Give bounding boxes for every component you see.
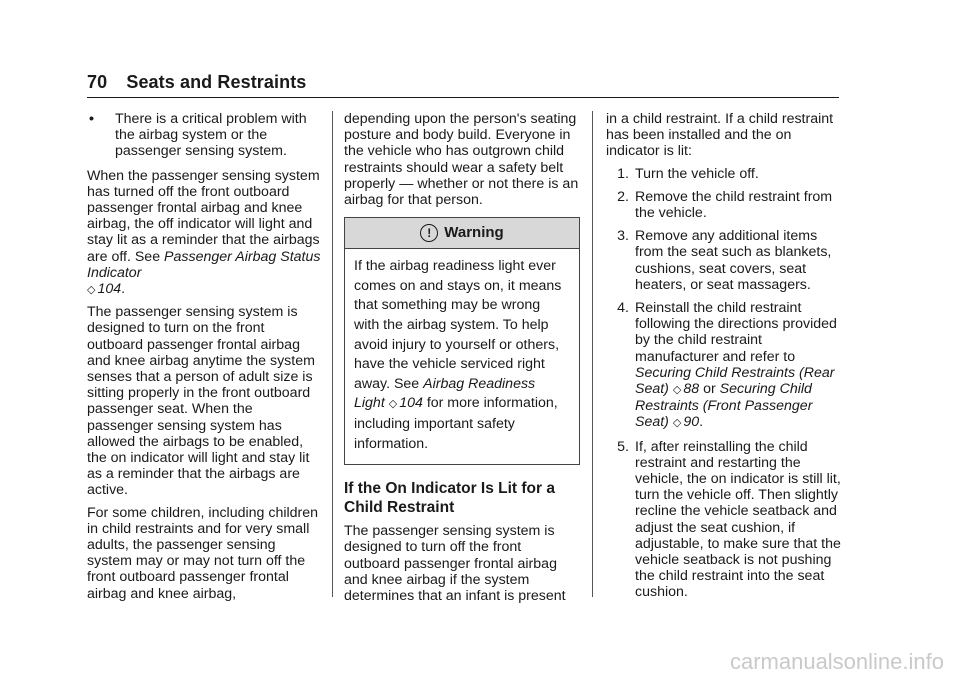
warning-body: [345, 249, 579, 464]
step-text-main: Reinstall the child restraint following the directions provided by the child restraint manufacturer and refer to: [635, 300, 837, 365]
page-header: [87, 72, 839, 93]
step-text: If, after reinstalling the child restraint and restarting the vehicle, the on indicator is still lit, turn the vehicle off. Then slightly recline the vehicle seatback and adjust the seat cushion, if adjustable, to make sure that the vehicle seatback is not pushing the child restraint into the seat cushion.: [635, 438, 841, 601]
header-rule: [87, 97, 839, 98]
warning-box: [344, 217, 580, 465]
paragraph-children: For some children, including children in child restraints and for very small adults, the passenger sensing system may or may not turn off the front outboard passenger frontal airbag and knee airbag,: [87, 504, 319, 602]
xref-page[interactable]: 88: [683, 381, 700, 398]
punctuation: .: [699, 414, 704, 431]
list-item: [606, 300, 842, 432]
xref-page[interactable]: 104: [399, 395, 423, 412]
page-ref-arrow-icon: ◇: [87, 284, 96, 297]
list-item: [606, 228, 842, 293]
step-number: 3.: [617, 228, 629, 245]
step-text: [635, 300, 842, 432]
paragraph-seating-posture: depending upon the person's seating posture and body build. Everyone in the vehicle who has outgrown child restraints should wear a safety belt properly — whether or not there is an airbag for that person.: [344, 111, 579, 209]
paragraph-intro: in a child restraint. If a child restraint has been installed and the on indicator is lit:: [606, 111, 834, 160]
bullet-item: [87, 111, 321, 160]
bullet-text: There is a critical problem with the airbag system or the passenger sensing system.: [115, 111, 307, 160]
step-text: Remove the child restraint from the vehicle.: [635, 188, 833, 222]
xref-front-passenger-seat[interactable]: Securing Child Restraints (Front Passenger Seat): [635, 381, 813, 431]
xref-page[interactable]: 90: [683, 414, 700, 431]
column-1: [87, 111, 321, 608]
section-heading: If the On Indicator Is Lit for a Child Restraint: [344, 480, 555, 517]
xref-airbag-readiness-light[interactable]: Airbag Readiness Light: [354, 375, 536, 412]
page-ref-arrow-icon: ◇: [672, 417, 682, 430]
column-divider-1: [332, 111, 333, 597]
step-number: 1.: [617, 165, 629, 182]
paragraph-text: When the passenger sensing system has turned off the front outboard passenger frontal airbag and knee airbag, the off indicator will light and stay lit as a reminder that the airbags are off. See: [87, 167, 320, 265]
step-number: 2.: [617, 188, 629, 205]
step-text: Remove any additional items from the seat such as blankets, cushions, seat covers, seat heaters, or seat massagers.: [635, 228, 832, 293]
list-item: [606, 189, 842, 221]
warning-text: If the airbag readiness light ever comes on and stays on, it means that something may be wrong with the airbag system. To help avoid injury to yourself or others, have the vehicle serviced right away. See: [354, 258, 562, 392]
list-item: [606, 439, 842, 601]
warning-text-end: for more information, including important safety information.: [354, 395, 558, 452]
steps-list: [606, 166, 842, 601]
warning-header: [345, 218, 579, 249]
page-ref-arrow-icon: ◇: [388, 398, 398, 411]
warning-icon: !: [420, 224, 438, 242]
paragraph-sensing-on: The passenger sensing system is designed to turn on the front outboard passenger frontal airbag and knee airbag anytime the system senses that a person of adult size is sitting properly in the front outboard passenger seat. When the passenger sensing system has allowed the airbags to be enabled, the on indicator will light and stay lit as a reminder that the airbags are active.: [87, 304, 315, 499]
watermark: carmanualsonline.info: [0, 649, 960, 678]
xref-page[interactable]: 104: [97, 281, 122, 298]
bullet-mark: •: [89, 111, 94, 127]
paragraph-off-indicator: [87, 168, 321, 299]
xref-rear-seat[interactable]: Securing Child Restraints (Rear Seat): [635, 364, 835, 398]
section-title: Seats and Restraints: [126, 72, 307, 92]
step-number: 5.: [617, 438, 629, 455]
step-number: 4.: [617, 300, 629, 317]
column-2: [344, 111, 580, 610]
paragraph-sensing-off: The passenger sensing system is designed to turn off the front outboard passenger frontal airbag and knee airbag if the system determines that an infant is present: [344, 523, 566, 604]
punctuation: .: [121, 281, 126, 298]
page-ref-arrow-icon: ◇: [672, 384, 682, 397]
step-text: Turn the vehicle off.: [635, 165, 759, 182]
list-item: [606, 166, 842, 182]
column-3: [606, 111, 842, 608]
xref-passenger-airbag-status[interactable]: Passenger Airbag Status Indicator: [87, 248, 321, 281]
warning-title: Warning: [444, 224, 504, 242]
column-divider-2: [592, 111, 593, 597]
page-number: 70: [87, 72, 108, 92]
connector-word: or: [703, 381, 716, 398]
